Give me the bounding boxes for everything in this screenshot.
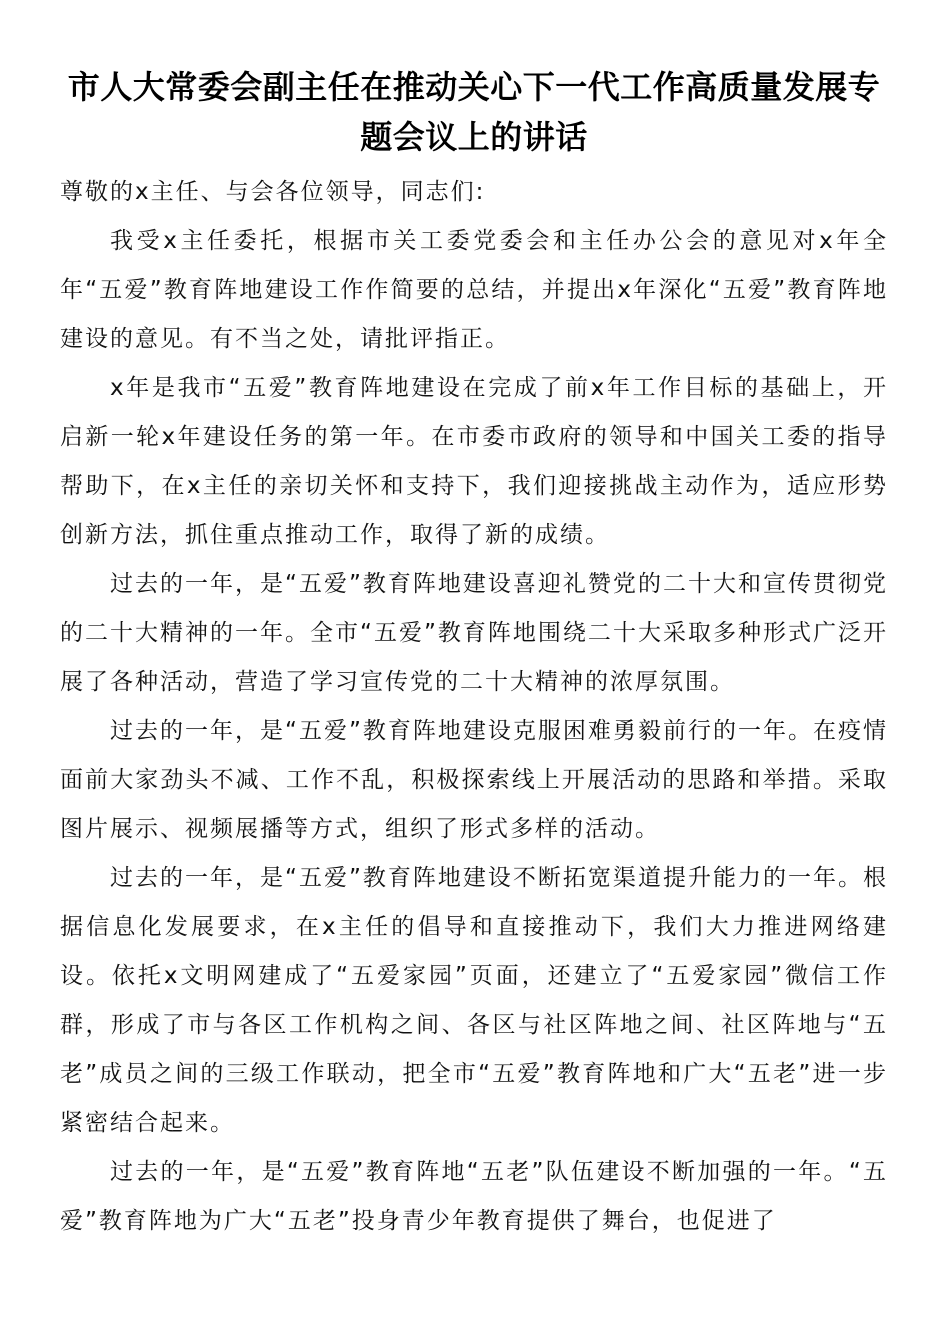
- salutation: 尊敬的x主任、与会各位领导，同志们:: [60, 179, 486, 205]
- paragraph: 过去的一年，是“五爱”教育阵地建设不断拓宽渠道提升能力的一年。根据信息化发展要求，在x主任的倡导和直接推动下，我们大力推进网络建设。依托x文明网建成了“五爱家园”页面，还建立了“五爱家园”微信工作群，形成了市与各区工作机构之间、各区与社区阵地之间、社区阵地与“五老”成员之间的三级工作联动，把全市“五爱”教育阵地和广大“五老”进一步紧密结合起来。: [60, 865, 888, 1136]
- document-title: 市人大常委会副主任在推动关心下一代工作高质量发展专题会议上的讲话: [67, 68, 881, 156]
- paragraph: 过去的一年，是“五爱”教育阵地建设克服困难勇毅前行的一年。在疫情面前大家劲头不减、工作不乱，积极探索线上开展活动的思路和举措。采取图片展示、视频展播等方式，组织了形式多样的活动。: [60, 718, 888, 842]
- paragraph: x年是我市“五爱”教育阵地建设在完成了前x年工作目标的基础上，开启新一轮x年建设任务的第一年。在市委市政府的领导和中国关工委的指导帮助下，在x主任的亲切关怀和支持下，我们迎接挑战主动作为，适应形势创新方法，抓住重点推动工作，取得了新的成绩。: [60, 375, 888, 548]
- paragraph: 我受x主任委托，根据市关工委党委会和主任办公会的意见对x年全年“五爱”教育阵地建设工作作简要的总结，并提出x年深化“五爱”教育阵地建设的意见。有不当之处，请批评指正。: [60, 228, 888, 352]
- document-body: [60, 168, 888, 1246]
- paragraph: 过去的一年，是“五爱”教育阵地建设喜迎礼赞党的二十大和宣传贯彻党的二十大精神的一年。全市“五爱”教育阵地围绕二十大采取多种形式广泛开展了各种活动，营造了学习宣传党的二十大精神的浓厚氛围。: [60, 571, 888, 695]
- paragraph: 过去的一年，是“五爱”教育阵地“五老”队伍建设不断加强的一年。“五爱”教育阵地为广大“五老”投身青少年教育提供了舞台，也促进了: [60, 1159, 888, 1234]
